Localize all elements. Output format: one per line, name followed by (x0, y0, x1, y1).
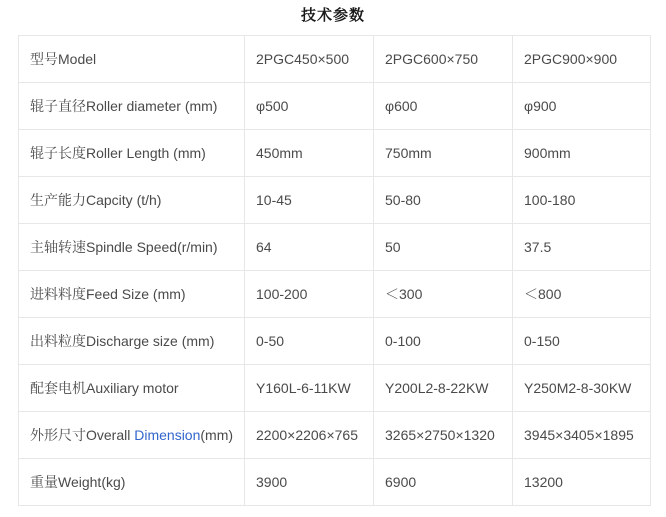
row-label-text: (mm) (200, 427, 234, 443)
table-row-model (19, 36, 651, 83)
cell-value: 37.5 (513, 224, 651, 271)
cell-value: 2PGC600×750 (374, 36, 513, 83)
cell-value: 450mm (245, 130, 374, 177)
table-row-auxiliary-motor (19, 365, 651, 412)
cell-value: 13200 (513, 459, 651, 506)
cell-value: Y160L-6-11KW (245, 365, 374, 412)
cell-value: 3945×3405×1895 (513, 412, 651, 459)
cell-value: 10-45 (245, 177, 374, 224)
cell-value: 50 (374, 224, 513, 271)
row-label: 辊子长度Roller Length (mm) (19, 130, 245, 177)
cell-value: φ900 (513, 83, 651, 130)
cell-value: 2200×2206×765 (245, 412, 374, 459)
table-row-roller-length (19, 130, 651, 177)
row-label: 出料粒度Discharge size (mm) (19, 318, 245, 365)
cell-value: 100-200 (245, 271, 374, 318)
row-label: 配套电机Auxiliary motor (19, 365, 245, 412)
cell-value: φ600 (374, 83, 513, 130)
cell-value: 0-50 (245, 318, 374, 365)
row-label (19, 412, 245, 459)
cell-value: 100-180 (513, 177, 651, 224)
cell-value: ＜300 (374, 271, 513, 318)
cell-value: 50-80 (374, 177, 513, 224)
cell-value: 6900 (374, 459, 513, 506)
dimension-link[interactable]: Dimension (134, 427, 201, 443)
cell-value: ＜800 (513, 271, 651, 318)
table-row-overall-dimension (19, 412, 651, 459)
cell-value: φ500 (245, 83, 374, 130)
cell-value: 64 (245, 224, 374, 271)
row-label: 型号Model (19, 36, 245, 83)
cell-value: 3265×2750×1320 (374, 412, 513, 459)
page-title: 技术参数 (300, 7, 365, 24)
cell-value: 900mm (513, 130, 651, 177)
table-row-weight (19, 459, 651, 506)
spec-table (18, 35, 651, 506)
row-label: 生产能力Capcity (t/h) (19, 177, 245, 224)
table-row-discharge-size (19, 318, 651, 365)
cell-value: 0-150 (513, 318, 651, 365)
cell-value: 2PGC900×900 (513, 36, 651, 83)
cell-value: Y250M2-8-30KW (513, 365, 651, 412)
row-label: 辊子直径Roller diameter (mm) (19, 83, 245, 130)
cell-value: 2PGC450×500 (245, 36, 374, 83)
row-label: 主轴转速Spindle Speed(r/min) (19, 224, 245, 271)
table-row-feed-size (19, 271, 651, 318)
cell-value: 0-100 (374, 318, 513, 365)
table-row-roller-diameter (19, 83, 651, 130)
table-row-capacity (19, 177, 651, 224)
cell-value: 3900 (245, 459, 374, 506)
cell-value: 750mm (374, 130, 513, 177)
row-label: 重量Weight(kg) (19, 459, 245, 506)
cell-value: Y200L2-8-22KW (374, 365, 513, 412)
row-label: 进料料度Feed Size (mm) (19, 271, 245, 318)
table-row-spindle-speed (19, 224, 651, 271)
row-label-text: 外形尺寸Overall (30, 427, 135, 443)
